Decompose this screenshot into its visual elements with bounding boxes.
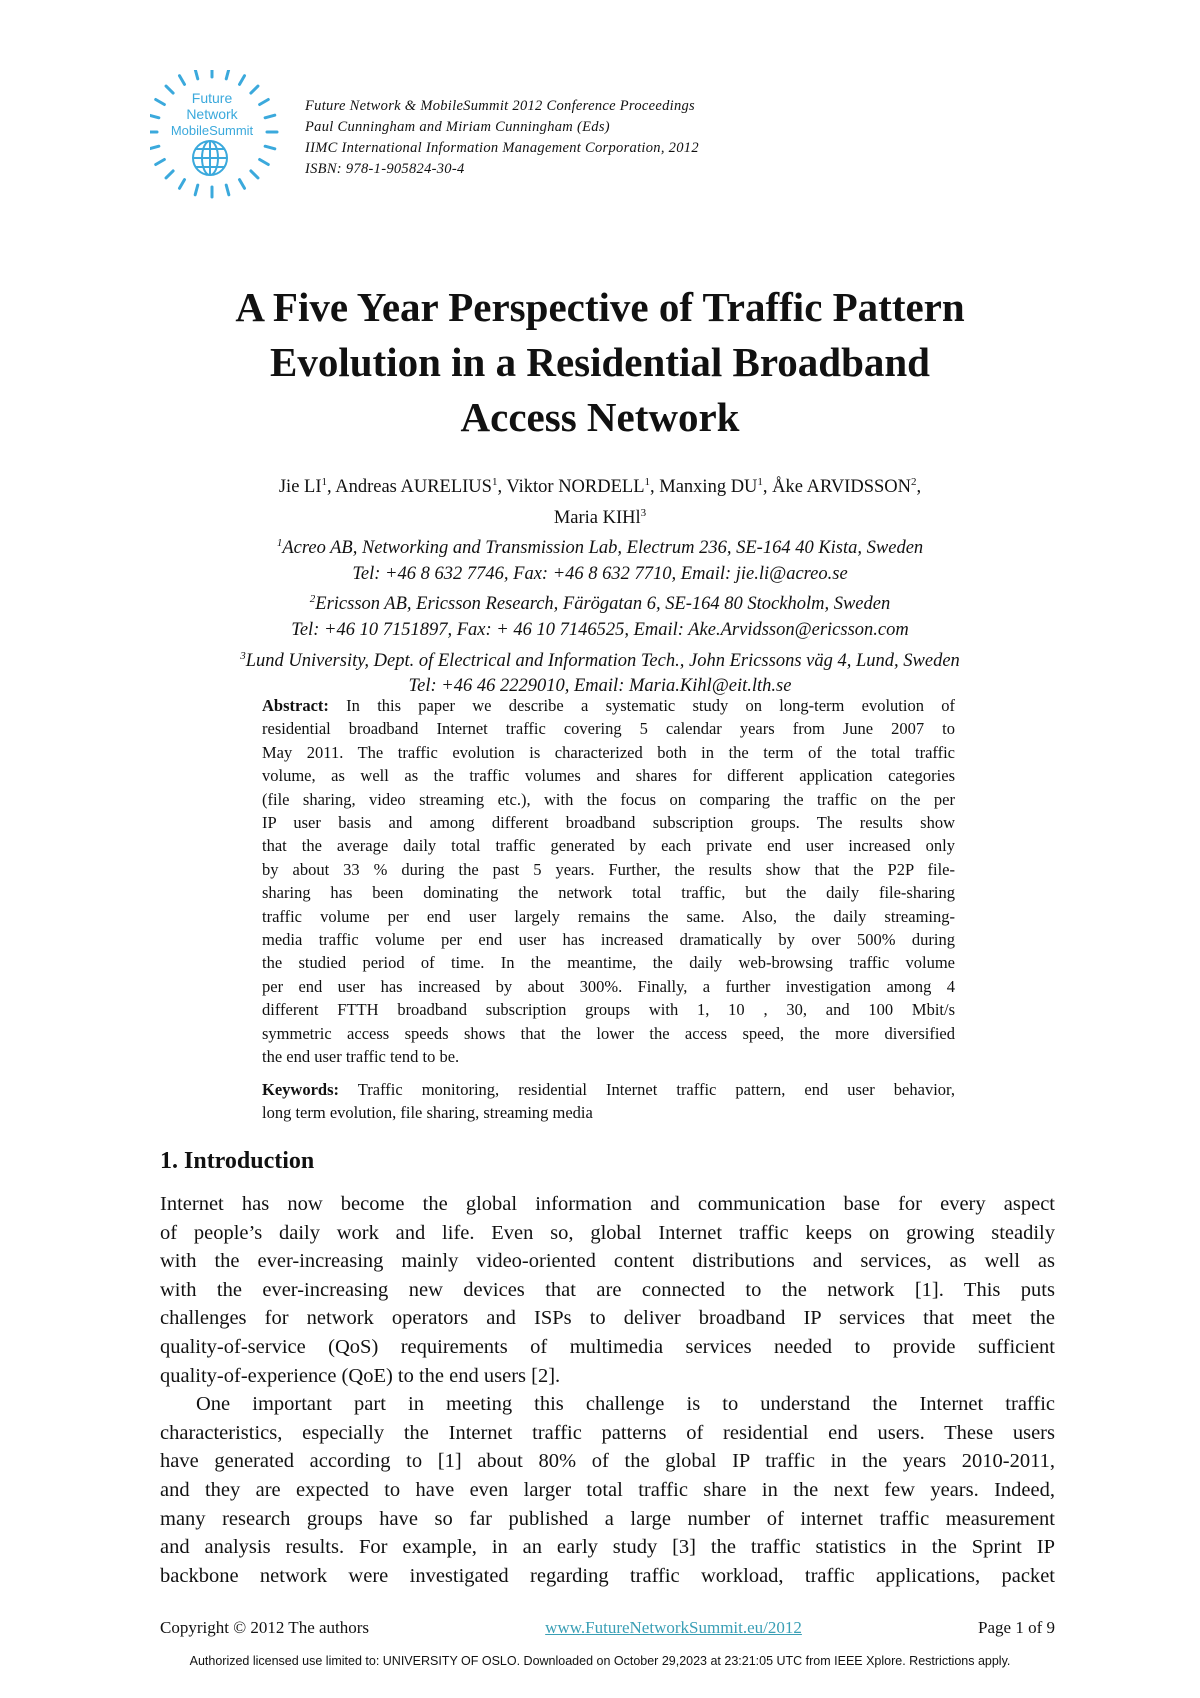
text-line: with the ever-increasing new devices that are connected to the network [1]. This puts (160, 1278, 1055, 1301)
affiliation-text: Ericsson AB, Ericsson Research, Färögatan 6, SE-164 80 Stockholm, Sweden (315, 594, 891, 615)
logo-ray (166, 86, 173, 93)
publisher: IIMC International Information Management Corporation, 2012 (305, 140, 699, 156)
author-name: Jie LI (278, 477, 322, 498)
logo-ray (240, 180, 245, 189)
logo-ray (195, 70, 198, 79)
affiliation-text: Lund University, Dept. of Electrical and Information Tech., John Ericssons väg 4, Lund, Sweden (245, 650, 960, 671)
logo-ray (260, 160, 269, 165)
text-line: the end user traffic tend to be. (262, 1047, 460, 1067)
keywords (262, 1078, 955, 1124)
page-number: Page 1 of 9 (978, 1618, 1055, 1637)
text-line: challenges for network operators and ISPs to deliver broadband IP services that meet the (160, 1307, 1055, 1330)
text-line: IP user basis and among different broadband subscription groups. The results show (262, 813, 955, 833)
author-sup: 3 (640, 506, 647, 519)
logo-ray (260, 100, 269, 105)
contact-2: Tel: +46 10 7151897, Fax: + 46 10 7146525, Email: Ake.Arvidsson@ericsson.com (291, 620, 909, 641)
logo-ray (180, 180, 185, 189)
logo-text-network: Network (186, 106, 238, 122)
text-line (262, 1078, 955, 1101)
logo-ray (226, 70, 229, 79)
text-line: and they are expected to have even larger total traffic share in the next few years. Indeed, (160, 1478, 1055, 1501)
author-list (100, 470, 1100, 501)
logo-ray (156, 160, 165, 165)
editors: Paul Cunningham and Miriam Cunningham (Eds) (305, 119, 610, 135)
page-footer (160, 1618, 1055, 1638)
conference-proceedings: Future Network & MobileSummit 2012 Conference Proceedings (305, 98, 695, 114)
text-line: the studied period of time. In the meantime, the daily web-browsing traffic volume (262, 953, 955, 973)
affiliation-text: Acreo AB, Networking and Transmission Lab, Electrum 236, SE-164 40 Kista, Sweden (282, 538, 924, 559)
section-heading-introduction: 1. Introduction (160, 1148, 315, 1174)
logo-ray (150, 115, 159, 118)
text-line: quality-of-experience (QoE) to the end users [2]. (160, 1364, 561, 1387)
text-line: per end user has increased by about 300%. Finally, a further investigation among 4 (262, 976, 955, 996)
text-line: by about 33 % during the past 5 years. Further, the results show that the P2P file- (262, 859, 955, 879)
globe-icon (193, 141, 227, 175)
author-block (100, 470, 1100, 700)
affiliation-sup: 1 (276, 537, 283, 550)
text-line: of people’s daily work and life. Even so, global Internet traffic keeps on growing steadily (160, 1221, 1055, 1244)
title-line: A Five Year Perspective of Traffic Pattern (235, 284, 965, 330)
text-line: backbone network were investigated regarding traffic workload, traffic applications, packet (160, 1564, 1055, 1587)
text-line: many research groups have so far published a large number of internet traffic measurement (160, 1507, 1055, 1530)
separator: , (650, 477, 660, 498)
author-sup: 1 (491, 476, 498, 488)
author-sup: 2 (911, 476, 917, 488)
isbn: ISBN: 978-1-905824-30-4 (305, 161, 465, 177)
text-line: have generated according to [1] about 80% of the global IP traffic in the years 2010-2011, (160, 1450, 1055, 1473)
text-line: volume, as well as the traffic volumes and shares for different application categories (262, 766, 955, 786)
text-line: Internet has now become the global information and communication base for every aspect (160, 1193, 1055, 1215)
text-line: different FTTH broadband subscription groups with 1, 10 , 30, and 100 Mbit/s (262, 1000, 955, 1020)
text-line: traffic volume per end user largely remains the same. Also, the daily streaming- (262, 906, 955, 926)
author-name: Åke ARVIDSSON (772, 477, 911, 498)
logo-ray (265, 115, 275, 118)
logo-ray (226, 185, 229, 195)
abstract (262, 694, 955, 1069)
authorization-notice: Authorized licensed use limited to: UNIVERSITY OF OSLO. Downloaded on October 29,2023 at 23:21:05 UTC from IEEE Xplore. Restrictions apply. (189, 1654, 1011, 1668)
text-line: long term evolution, file sharing, streaming media (262, 1103, 593, 1122)
author-sup: 1 (321, 476, 327, 488)
text-line: that the average daily total traffic generated by each private end user increased only (262, 836, 955, 856)
logo-ray (251, 86, 258, 93)
separator: , (916, 477, 922, 498)
label: Abstract: (262, 696, 329, 715)
title-line: Evolution in a Residential Broadband (270, 339, 930, 385)
logo-ray (180, 76, 185, 85)
text-line: media traffic volume per end user has increased dramatically by over 500% during (262, 930, 955, 950)
contact-3: Tel: +46 46 2229010, Email: Maria.Kihl@eit.lth.se (408, 676, 792, 697)
contact-1: Tel: +46 8 632 7746, Fax: +46 8 632 7710, Email: jie.li@acreo.se (352, 563, 848, 584)
text-line: sharing has been dominating the network total traffic, but the daily file-sharing (262, 883, 955, 903)
affiliation-3 (100, 644, 1100, 675)
text-line: symmetric access speeds shows that the lower the access speed, the more diversified (262, 1023, 955, 1043)
author-name: Andreas AURELIUS (335, 477, 492, 498)
title-line: Access Network (460, 394, 740, 440)
affiliation-sup: 2 (309, 593, 316, 606)
author-sup: 1 (757, 476, 763, 488)
author-name: Viktor NORDELL (506, 477, 645, 498)
text-line: and analysis results. For example, in an early study [3] the traffic statistics in the Sprint IP (160, 1536, 1055, 1559)
logo-ray (166, 171, 173, 178)
logo-ray (265, 146, 275, 149)
separator: , (497, 477, 507, 498)
logo-ray (156, 100, 165, 105)
separator: , (327, 477, 336, 498)
logo-text-mobilesummit: MobileSummit (170, 123, 254, 138)
author-name: Maria KIHl (553, 507, 641, 528)
logo-text-future: Future (191, 90, 233, 106)
text-line: characteristics, especially the Internet traffic patterns of residential end users. These users (160, 1421, 1055, 1444)
text-line: with the ever-increasing mainly video-oriented content distributions and services, as well as (160, 1250, 1055, 1273)
text-line: quality-of-service (QoS) requirements of multimedia services needed to provide sufficient (160, 1335, 1055, 1358)
text-line: One important part in meeting this challenge is to understand the Internet traffic (196, 1393, 1055, 1416)
affiliation-1 (100, 531, 1100, 562)
copyright: Copyright © 2012 The authors (160, 1618, 370, 1637)
introduction-body (160, 1190, 1055, 1590)
separator: , (762, 477, 773, 498)
text-line: residential broadband Internet traffic covering 5 calendar years from June 2007 to (262, 719, 955, 739)
author-sup: 1 (644, 476, 651, 488)
affiliation-sup: 3 (240, 649, 246, 662)
author-name: Manxing DU (659, 477, 758, 498)
text-line (262, 694, 955, 717)
paper-title (100, 280, 1100, 445)
text-line: May 2011. The traffic evolution is characterized both in the term of the total traffic (262, 742, 955, 762)
conference-header (305, 96, 699, 180)
affiliation-2 (100, 587, 1100, 618)
logo-ray (240, 76, 245, 85)
text-span: In this paper we describe a systematic study on long-term evolution of (328, 696, 955, 715)
author-list-last (100, 501, 1100, 532)
logo-ray (195, 185, 198, 195)
text-line: (file sharing, video streaming etc.), with the focus on comparing the traffic on the per (262, 789, 955, 809)
text-span: Traffic monitoring, residential Internet traffic pattern, end user behavior, (339, 1080, 955, 1099)
future-network-mobilesummit-logo (150, 70, 290, 210)
logo-ray (251, 171, 258, 178)
label: Keywords: (262, 1080, 339, 1099)
logo-ray (150, 146, 159, 149)
summit-link[interactable]: www.FutureNetworkSummit.eu/2012 (545, 1618, 802, 1637)
